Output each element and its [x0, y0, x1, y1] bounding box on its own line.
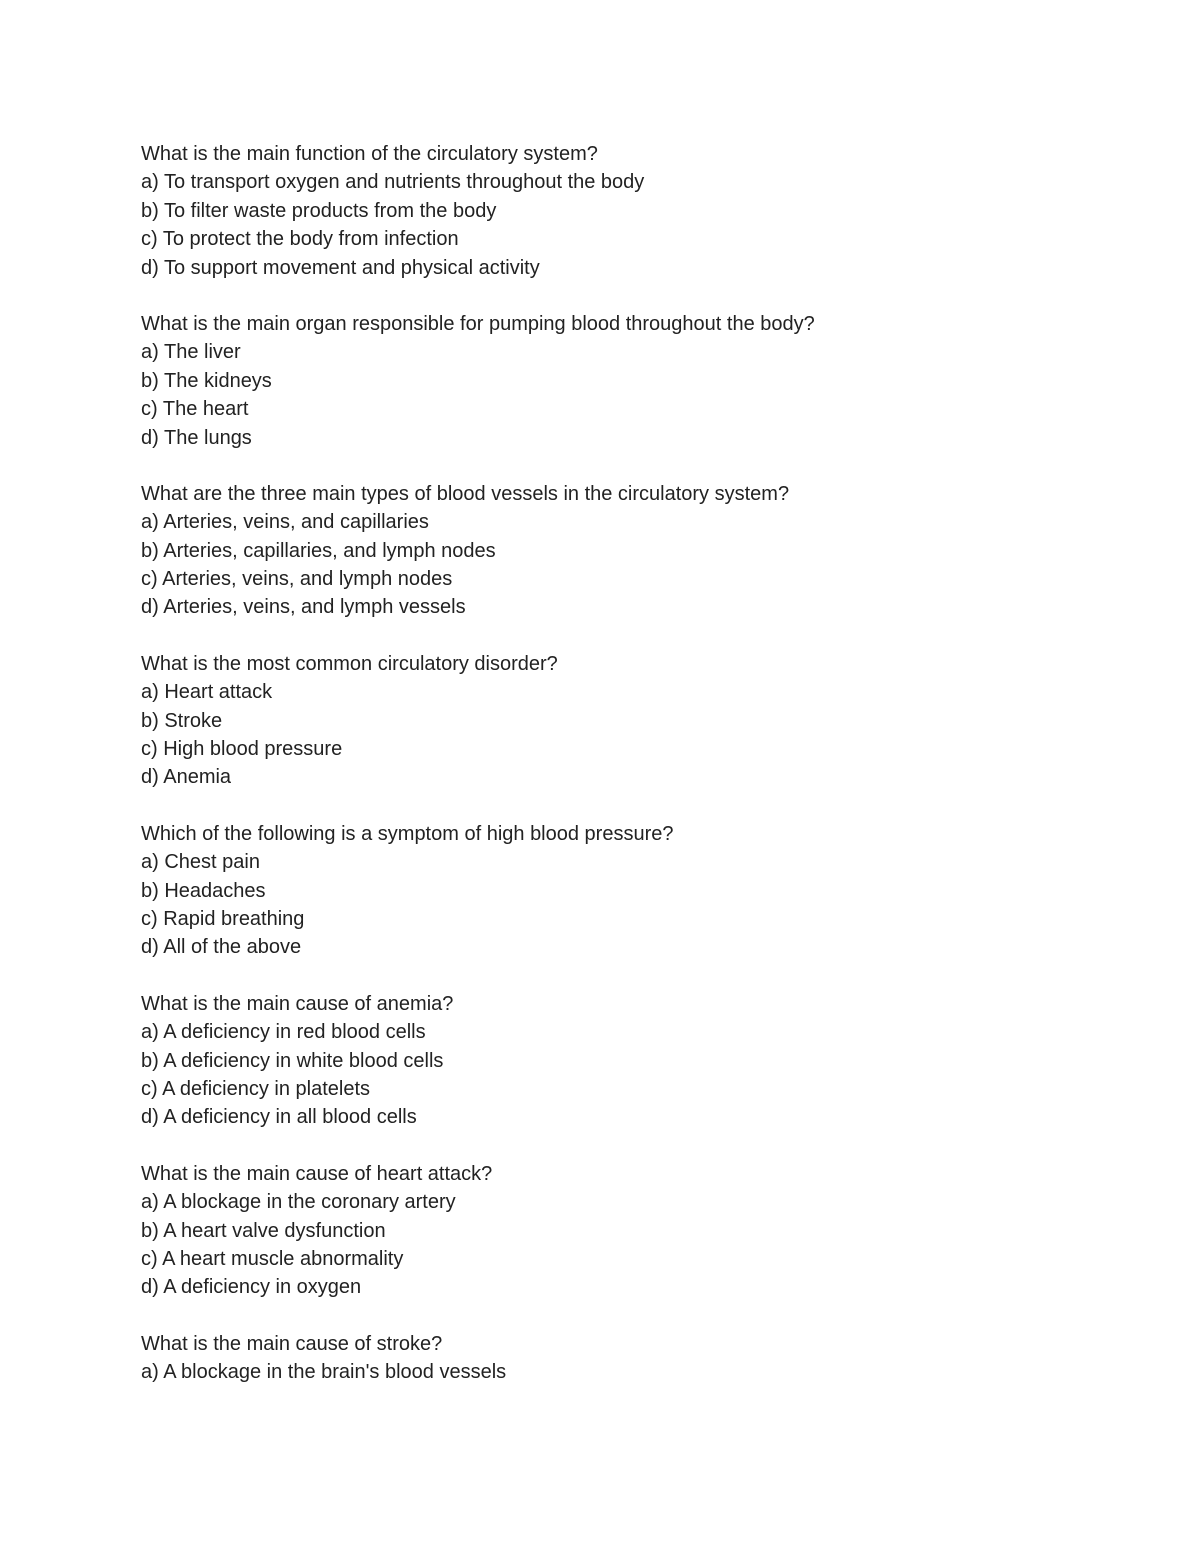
question-block	[141, 990, 1141, 1132]
question-text: Which of the following is a symptom of high blood pressure?	[141, 822, 674, 845]
question-text: What is the most common circulatory disorder?	[141, 652, 558, 675]
answer-option: d) Anemia	[141, 766, 232, 789]
answer-option: c) A deficiency in platelets	[141, 1077, 371, 1100]
question-block	[141, 310, 1141, 452]
question-text: What are the three main types of blood vessels in the circulatory system?	[141, 482, 790, 505]
answer-option: c) The heart	[141, 398, 249, 421]
answer-option: b) Arteries, capillaries, and lymph nodes	[141, 539, 496, 562]
question-block	[141, 1160, 1141, 1302]
question-text: What is the main cause of heart attack?	[141, 1162, 493, 1185]
question-block	[141, 480, 1141, 622]
question-text: What is the main cause of anemia?	[141, 992, 454, 1015]
question-block	[141, 820, 1141, 962]
answer-option: c) To protect the body from infection	[141, 228, 459, 251]
answer-option: b) To filter waste products from the body	[141, 199, 497, 222]
answer-option: a) A blockage in the coronary artery	[141, 1191, 456, 1214]
answer-option: a) A deficiency in red blood cells	[141, 1021, 426, 1044]
answer-option: d) Arteries, veins, and lymph vessels	[141, 596, 466, 619]
answer-option: b) A heart valve dysfunction	[141, 1219, 386, 1242]
answer-option: a) Heart attack	[141, 681, 273, 704]
answer-option: a) The liver	[141, 341, 241, 364]
question-text: What is the main cause of stroke?	[141, 1332, 443, 1355]
answer-option: a) To transport oxygen and nutrients throughout the body	[141, 171, 645, 194]
answer-option: c) Rapid breathing	[141, 907, 305, 930]
question-text: What is the main function of the circulatory system?	[141, 143, 598, 165]
answer-option: d) A deficiency in all blood cells	[141, 1106, 417, 1129]
answer-option: b) The kidneys	[141, 369, 272, 392]
question-block	[141, 650, 1141, 792]
answer-option: a) A blockage in the brain's blood vessels	[141, 1361, 507, 1384]
answer-option: d) A deficiency in oxygen	[141, 1276, 362, 1299]
question-block	[141, 140, 1141, 282]
answer-option: c) A heart muscle abnormality	[141, 1247, 404, 1270]
answer-option: d) The lungs	[141, 426, 252, 449]
answer-option: c) Arteries, veins, and lymph nodes	[141, 568, 453, 591]
answer-option: c) High blood pressure	[141, 738, 343, 761]
answer-option: d) All of the above	[141, 936, 302, 959]
answer-option: d) To support movement and physical activity	[141, 256, 540, 279]
answer-option: b) Stroke	[141, 709, 223, 732]
document-body	[141, 140, 1141, 1414]
answer-option: a) Arteries, veins, and capillaries	[141, 511, 429, 534]
answer-option: a) Chest pain	[141, 851, 260, 874]
answer-option: b) Headaches	[141, 879, 266, 902]
answer-option: b) A deficiency in white blood cells	[141, 1049, 444, 1072]
question-block	[141, 1330, 1141, 1387]
question-text: What is the main organ responsible for pumping blood throughout the body?	[141, 312, 815, 335]
